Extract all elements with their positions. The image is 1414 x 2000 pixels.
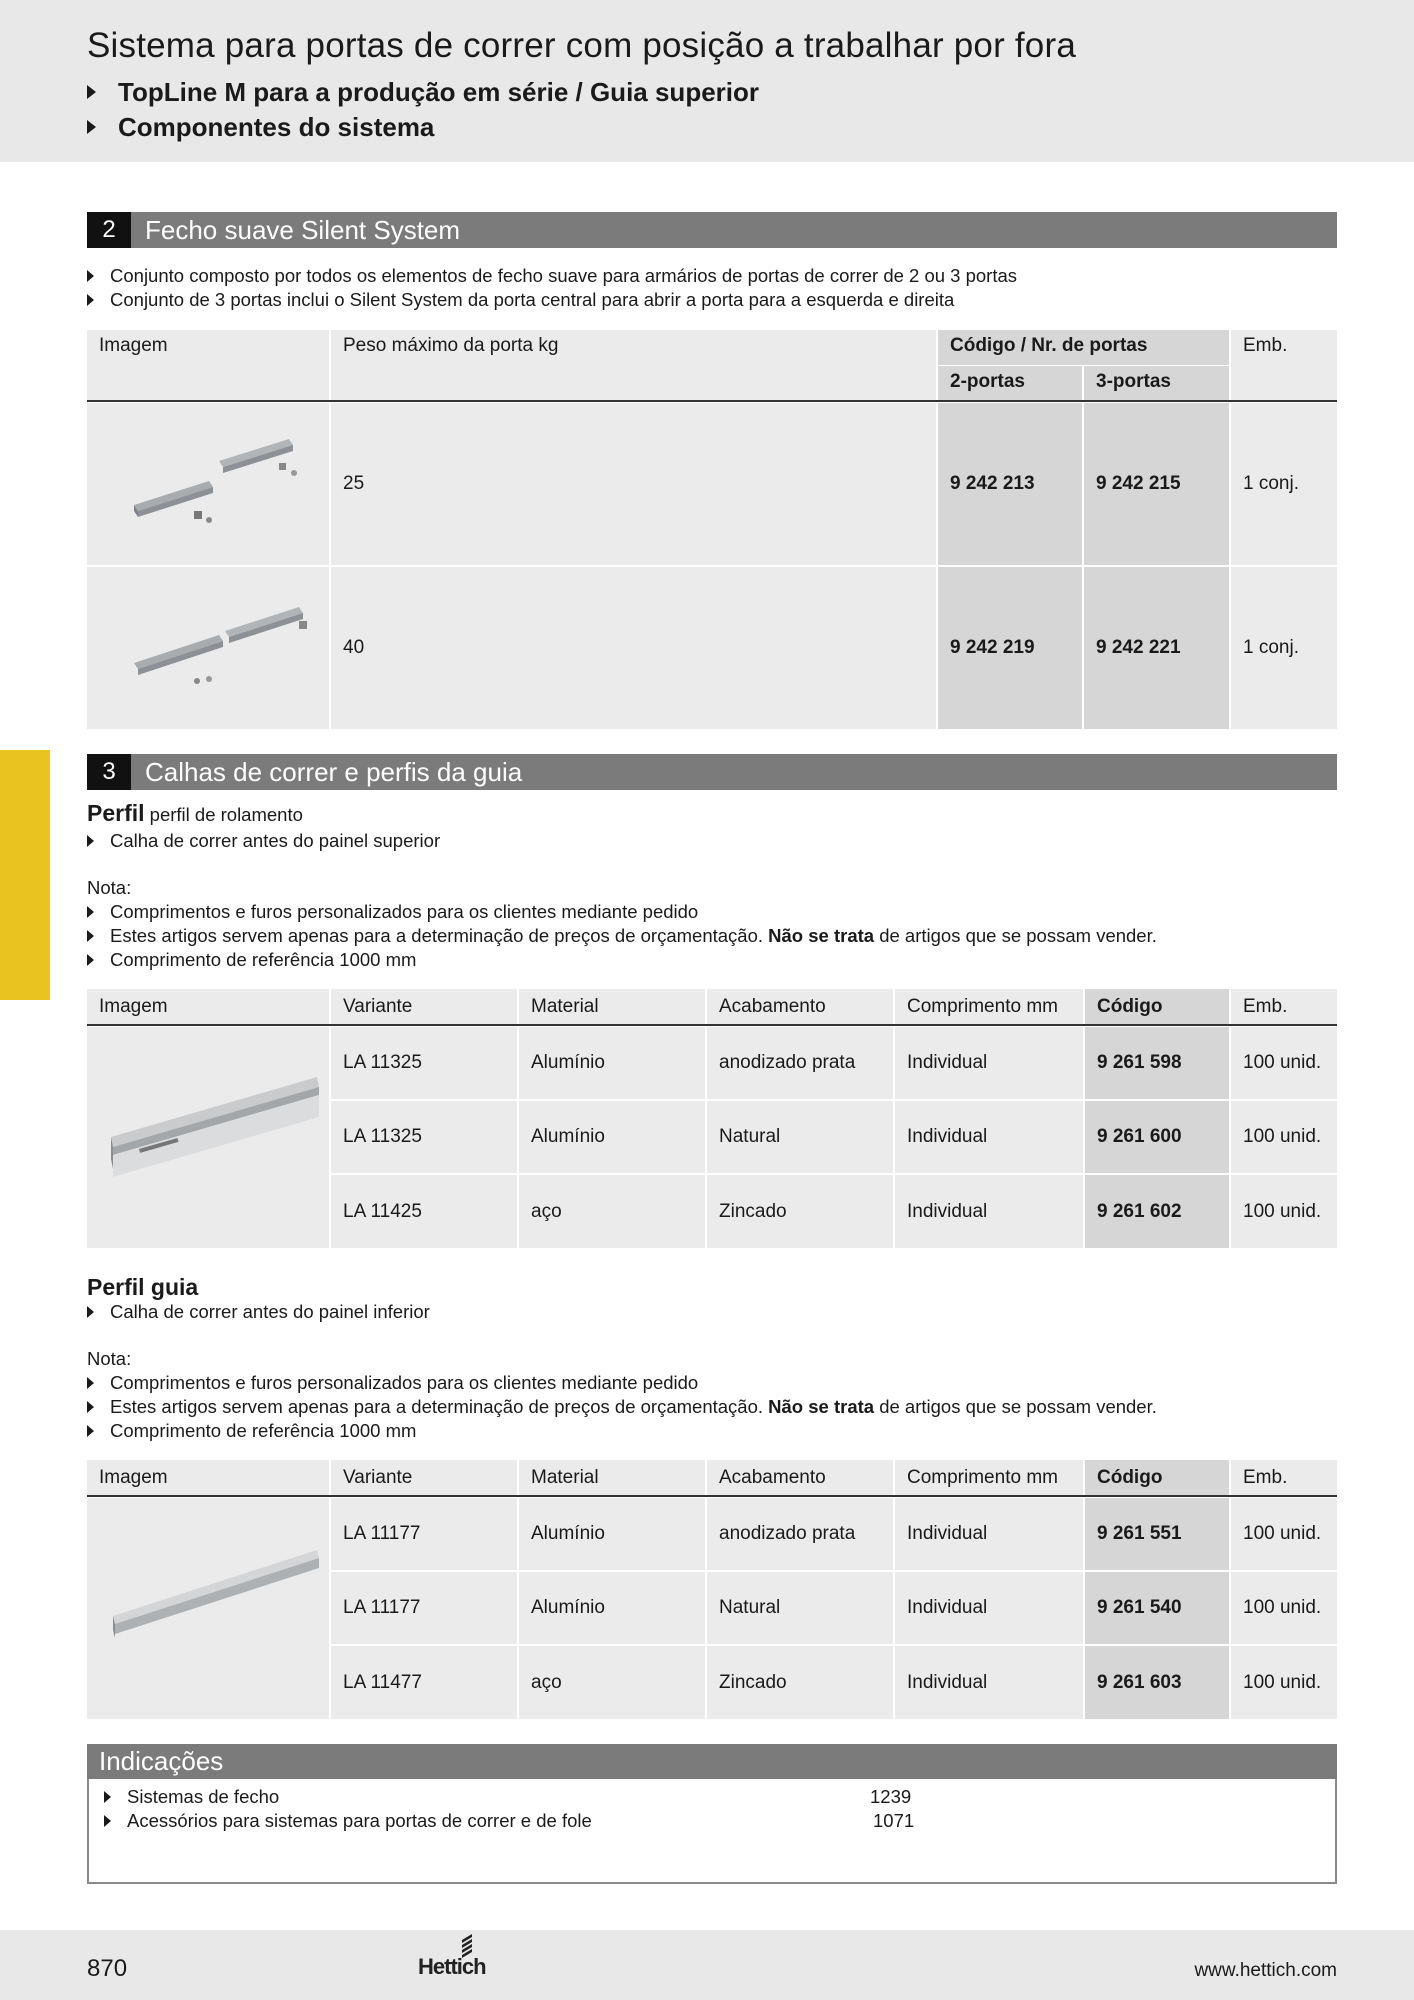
bullet-item: Calha de correr antes do painel inferior <box>87 1300 430 1324</box>
finish-cell: Zincado <box>707 1175 893 1248</box>
pack-cell: 100 unid. <box>1231 1027 1337 1099</box>
indication-page: 1071 <box>873 1810 915 1831</box>
brand-logo <box>418 1934 498 1984</box>
profile-heading: Perfil guia <box>87 1274 199 1300</box>
code-cell: 9 261 551 <box>1085 1498 1229 1570</box>
length-cell: Individual <box>895 1101 1083 1173</box>
table-rule <box>87 400 1337 402</box>
th-image: Imagem <box>87 989 329 1024</box>
variant-cell: LA 11177 <box>331 1572 517 1644</box>
page-title: Sistema para portas de correr com posição a trabalhar por fora <box>87 26 1076 65</box>
bullet-item: Conjunto de 3 portas inclui o Silent System da porta central para abrir a porta para a esquerda e direita <box>87 288 954 312</box>
length-cell: Individual <box>895 1646 1083 1719</box>
th-pack: Emb. <box>1231 989 1337 1024</box>
material-cell: Alumínio <box>519 1027 705 1099</box>
th-3-doors: 3-portas <box>1084 366 1229 400</box>
indication-page: 1239 <box>870 1786 912 1807</box>
product-image <box>87 567 329 729</box>
indication-link[interactable]: Sistemas de fecho <box>104 1785 279 1809</box>
code-cell: 9 261 598 <box>1085 1027 1229 1099</box>
pack-cell: 100 unid. <box>1231 1175 1337 1248</box>
guide-profile-image <box>99 1498 341 1719</box>
product-image <box>87 1498 329 1719</box>
length-cell: Individual <box>895 1027 1083 1099</box>
code-cell: 9 242 215 <box>1084 403 1229 565</box>
length-cell: Individual <box>895 1572 1083 1644</box>
website-link[interactable]: www.hettich.com <box>1194 1960 1337 1981</box>
th-length: Comprimento mm <box>895 989 1083 1024</box>
finish-cell: anodizado prata <box>707 1027 893 1099</box>
code-cell: 9 242 221 <box>1084 567 1229 729</box>
material-cell: Alumínio <box>519 1498 705 1570</box>
th-code: Código <box>1085 989 1229 1024</box>
note-label: Nota: <box>87 1348 132 1369</box>
table-rule <box>87 1024 1337 1026</box>
note-item: Comprimento de referência 1000 mm <box>87 1419 416 1443</box>
length-cell: Individual <box>895 1498 1083 1570</box>
note-item: Comprimentos e furos personalizados para os clientes mediante pedido <box>87 1371 698 1395</box>
subtitle-2: Componentes do sistema <box>87 112 434 143</box>
bullet-arrow-icon <box>87 120 96 134</box>
code-cell: 9 261 602 <box>1085 1175 1229 1248</box>
page-number: 870 <box>87 1955 128 1982</box>
note-label: Nota: <box>87 877 132 898</box>
indications-title: Indicações <box>99 1746 224 1776</box>
code-cell: 9 261 603 <box>1085 1646 1229 1719</box>
finish-cell: anodizado prata <box>707 1498 893 1570</box>
th-finish: Acabamento <box>707 989 893 1024</box>
table-rule <box>87 1495 1337 1497</box>
code-cell: 9 261 540 <box>1085 1572 1229 1644</box>
bullet-item: Calha de correr antes do painel superior <box>87 829 440 853</box>
profile-heading: Perfil perfil de rolamento <box>87 800 303 826</box>
section-number: 3 <box>87 754 131 790</box>
length-cell: Individual <box>895 1175 1083 1248</box>
th-material: Material <box>519 1460 705 1495</box>
pack-cell: 100 unid. <box>1231 1572 1337 1644</box>
section-number: 2 <box>87 212 131 248</box>
th-variant: Variante <box>331 1460 517 1495</box>
th-2-doors: 2-portas <box>938 366 1082 400</box>
variant-cell: LA 11177 <box>331 1498 517 1570</box>
variant-cell: LA 11325 <box>331 1101 517 1173</box>
product-image <box>87 403 329 565</box>
silent-system-image <box>99 567 341 729</box>
chapter-tab <box>0 750 50 1000</box>
variant-cell: LA 11477 <box>331 1646 517 1719</box>
th-image: Imagem <box>87 1460 329 1495</box>
bullet-item: Conjunto composto por todos os elementos de fecho suave para armários de portas de correr de 2 ou 3 portas <box>87 264 1017 288</box>
th-code: Código <box>1085 1460 1229 1495</box>
th-length: Comprimento mm <box>895 1460 1083 1495</box>
note-item: Comprimentos e furos personalizados para os clientes mediante pedido <box>87 900 698 924</box>
code-cell: 9 261 600 <box>1085 1101 1229 1173</box>
th-variant: Variante <box>331 989 517 1024</box>
th-material: Material <box>519 989 705 1024</box>
rolling-profile-image <box>99 1027 341 1248</box>
indication-link[interactable]: Acessórios para sistemas para portas de correr e de fole <box>104 1809 592 1833</box>
pack-cell: 100 unid. <box>1231 1101 1337 1173</box>
weight-cell: 25 <box>331 403 936 565</box>
th-finish: Acabamento <box>707 1460 893 1495</box>
material-cell: Alumínio <box>519 1101 705 1173</box>
code-cell: 9 242 219 <box>938 567 1082 729</box>
pack-cell: 1 conj. <box>1231 403 1337 565</box>
silent-system-image <box>99 403 341 565</box>
section-2-bar <box>87 212 1337 248</box>
th-image: Imagem <box>87 330 329 400</box>
note-item: Comprimento de referência 1000 mm <box>87 948 416 972</box>
finish-cell: Zincado <box>707 1646 893 1719</box>
bullet-arrow-icon <box>87 85 96 99</box>
brand-name: Hettich <box>418 1954 486 1979</box>
section-3-bar <box>87 754 1337 790</box>
variant-cell: LA 11325 <box>331 1027 517 1099</box>
pack-cell: 100 unid. <box>1231 1646 1337 1719</box>
th-weight: Peso máximo da porta kg <box>331 330 936 400</box>
th-pack: Emb. <box>1231 1460 1337 1495</box>
th-pack: Emb. <box>1231 330 1337 400</box>
note-item: Estes artigos servem apenas para a determinação de preços de orçamentação. Não se trata de artigos que se possam vender. <box>87 1395 1157 1419</box>
pack-cell: 100 unid. <box>1231 1498 1337 1570</box>
section-title: Fecho suave Silent System <box>145 215 461 245</box>
material-cell: aço <box>519 1646 705 1719</box>
subtitle-1: TopLine M para a produção em série / Guia superior <box>87 77 759 108</box>
note-item: Estes artigos servem apenas para a determinação de preços de orçamentação. Não se trata de artigos que se possam vender. <box>87 924 1157 948</box>
finish-cell: Natural <box>707 1572 893 1644</box>
material-cell: aço <box>519 1175 705 1248</box>
finish-cell: Natural <box>707 1101 893 1173</box>
variant-cell: LA 11425 <box>331 1175 517 1248</box>
th-code: Código / Nr. de portas <box>938 330 1229 365</box>
weight-cell: 40 <box>331 567 936 729</box>
code-cell: 9 242 213 <box>938 403 1082 565</box>
section-title: Calhas de correr e perfis da guia <box>145 757 523 787</box>
indications-header <box>87 1744 1337 1779</box>
material-cell: Alumínio <box>519 1572 705 1644</box>
pack-cell: 1 conj. <box>1231 567 1337 729</box>
product-image <box>87 1027 329 1248</box>
